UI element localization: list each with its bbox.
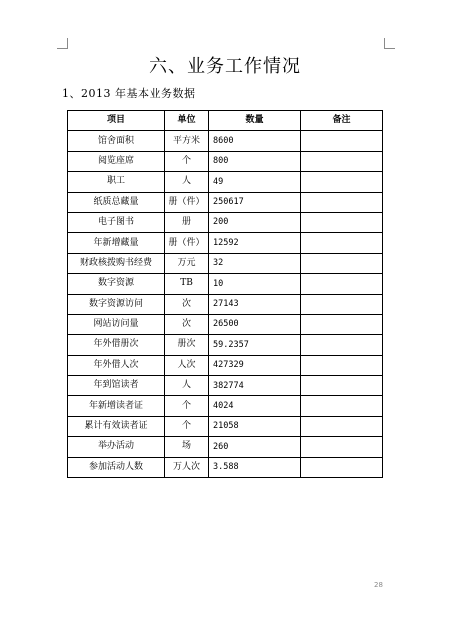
cell-note	[301, 192, 383, 212]
cell-note	[301, 396, 383, 416]
cell-quantity: 49	[209, 172, 301, 192]
cell-quantity: 27143	[209, 294, 301, 314]
cell-unit: 场	[165, 437, 209, 457]
table-row	[68, 376, 383, 396]
cell-note	[301, 233, 383, 253]
cell-unit: 人	[165, 172, 209, 192]
cell-unit: 册（件）	[165, 233, 209, 253]
cell-unit: 万人次	[165, 457, 209, 477]
cell-note	[301, 172, 383, 192]
cell-item: 网站访问量	[68, 314, 165, 334]
cell-item: 职工	[68, 172, 165, 192]
cell-quantity: 32	[209, 253, 301, 273]
cell-item: 数字资源	[68, 274, 165, 294]
cell-note	[301, 355, 383, 375]
cell-note	[301, 253, 383, 273]
cell-unit: 次	[165, 294, 209, 314]
header-item: 项目	[68, 111, 165, 131]
cell-note	[301, 151, 383, 171]
cell-unit: 册	[165, 212, 209, 232]
cell-quantity: 12592	[209, 233, 301, 253]
cell-note	[301, 212, 383, 232]
cell-unit: 个	[165, 396, 209, 416]
cell-item: 年新增读者证	[68, 396, 165, 416]
table-row	[68, 151, 383, 171]
table-row	[68, 335, 383, 355]
crop-mark-top-right	[384, 38, 395, 49]
cell-note	[301, 457, 383, 477]
table-body	[68, 131, 383, 478]
cell-quantity: 26500	[209, 314, 301, 334]
cell-note	[301, 131, 383, 151]
cell-item: 年到馆读者	[68, 376, 165, 396]
crop-mark-top-left	[57, 38, 68, 49]
table-caption: 1、2013 年基本业务数据	[62, 87, 196, 100]
table-row	[68, 416, 383, 436]
header-note: 备注	[301, 111, 383, 131]
cell-note	[301, 294, 383, 314]
table-row	[68, 233, 383, 253]
cell-quantity: 59.2357	[209, 335, 301, 355]
cell-quantity: 200	[209, 212, 301, 232]
cell-item: 年外借人次	[68, 355, 165, 375]
cell-quantity: 427329	[209, 355, 301, 375]
cell-unit: 次	[165, 314, 209, 334]
cell-unit: 平方米	[165, 131, 209, 151]
section-title: 六、业务工作情况	[149, 56, 301, 77]
page-number: 28	[374, 581, 383, 589]
cell-item: 举办活动	[68, 437, 165, 457]
cell-quantity: 382774	[209, 376, 301, 396]
cell-quantity: 800	[209, 151, 301, 171]
cell-item: 数字资源访问	[68, 294, 165, 314]
table-row	[68, 396, 383, 416]
cell-unit: 个	[165, 416, 209, 436]
cell-note	[301, 335, 383, 355]
table-row	[68, 294, 383, 314]
header-quantity: 数量	[209, 111, 301, 131]
cell-item: 年外借册次	[68, 335, 165, 355]
cell-unit: 人次	[165, 355, 209, 375]
table-header-row	[68, 111, 383, 131]
cell-quantity: 8600	[209, 131, 301, 151]
cell-unit: 个	[165, 151, 209, 171]
table-row	[68, 314, 383, 334]
cell-item: 阅览座席	[68, 151, 165, 171]
table-row	[68, 457, 383, 477]
cell-unit: 册（件）	[165, 192, 209, 212]
cell-item: 纸质总藏量	[68, 192, 165, 212]
cell-note	[301, 416, 383, 436]
cell-quantity: 260	[209, 437, 301, 457]
cell-quantity: 250617	[209, 192, 301, 212]
cell-note	[301, 437, 383, 457]
table-row	[68, 355, 383, 375]
table-row	[68, 192, 383, 212]
table-row	[68, 172, 383, 192]
cell-quantity: 21058	[209, 416, 301, 436]
cell-quantity: 10	[209, 274, 301, 294]
cell-unit: 册次	[165, 335, 209, 355]
cell-note	[301, 376, 383, 396]
table-row	[68, 131, 383, 151]
cell-note	[301, 314, 383, 334]
business-data-table	[67, 110, 383, 478]
cell-item: 年新增藏量	[68, 233, 165, 253]
cell-item: 参加活动人数	[68, 457, 165, 477]
table-row	[68, 274, 383, 294]
table-row	[68, 212, 383, 232]
cell-quantity: 3.588	[209, 457, 301, 477]
cell-item: 财政核拨购书经费	[68, 253, 165, 273]
cell-note	[301, 274, 383, 294]
cell-item: 累计有效读者证	[68, 416, 165, 436]
cell-item: 馆舍面积	[68, 131, 165, 151]
cell-unit: 人	[165, 376, 209, 396]
table-row	[68, 437, 383, 457]
cell-item: 电子图书	[68, 212, 165, 232]
table-row	[68, 253, 383, 273]
cell-unit: 万元	[165, 253, 209, 273]
header-unit: 单位	[165, 111, 209, 131]
cell-quantity: 4024	[209, 396, 301, 416]
cell-unit: TB	[165, 274, 209, 294]
